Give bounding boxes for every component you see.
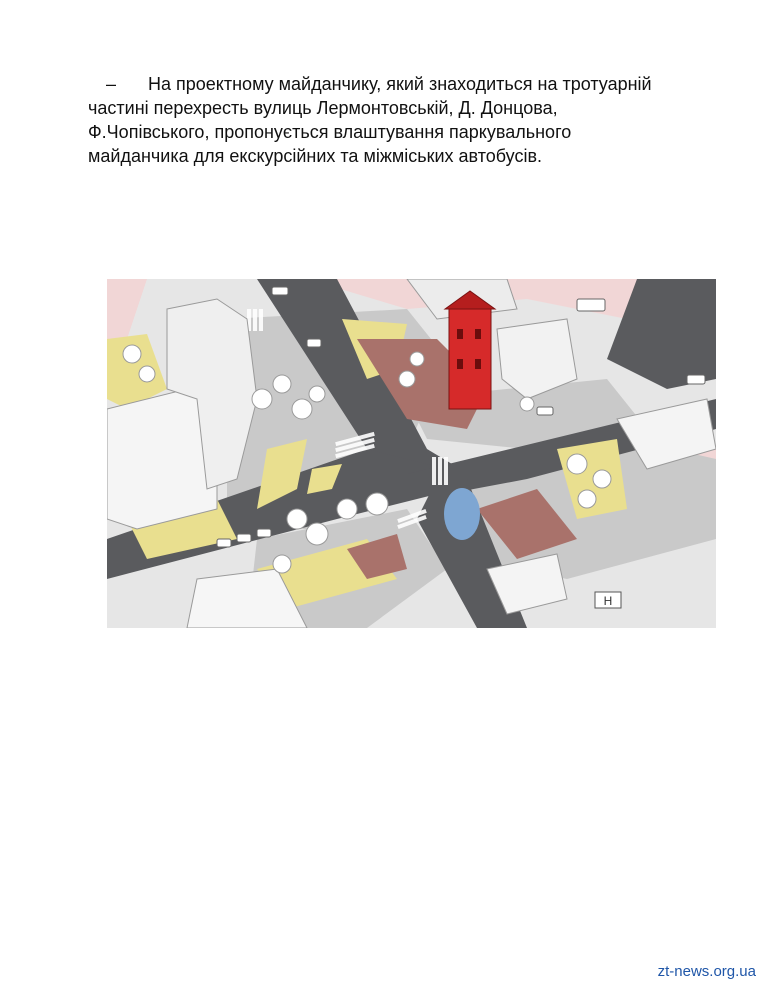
water-feature (444, 488, 480, 540)
red-water-tower (445, 291, 495, 409)
helipad (595, 592, 621, 608)
paragraph-line-4: майданчика для екскурсійних та міжміських автобусів. (88, 146, 543, 166)
paragraph-line-2: частині перехресть вулиць Лермонтовській, Д. Донцова, (88, 98, 558, 118)
watermark: zt-news.org.ua (657, 963, 756, 980)
bullet-dash: – (106, 74, 117, 94)
rendering-svg (107, 279, 716, 628)
intersection-rendering (107, 279, 716, 628)
helipad-label: H (603, 594, 613, 608)
paragraph-line-1: – На проектному майданчику, який знаходиться на тротуарній (88, 72, 728, 96)
paragraph-line-3: Ф.Чопівського, пропонується влаштування паркувального (88, 122, 572, 142)
paragraph (88, 72, 728, 168)
